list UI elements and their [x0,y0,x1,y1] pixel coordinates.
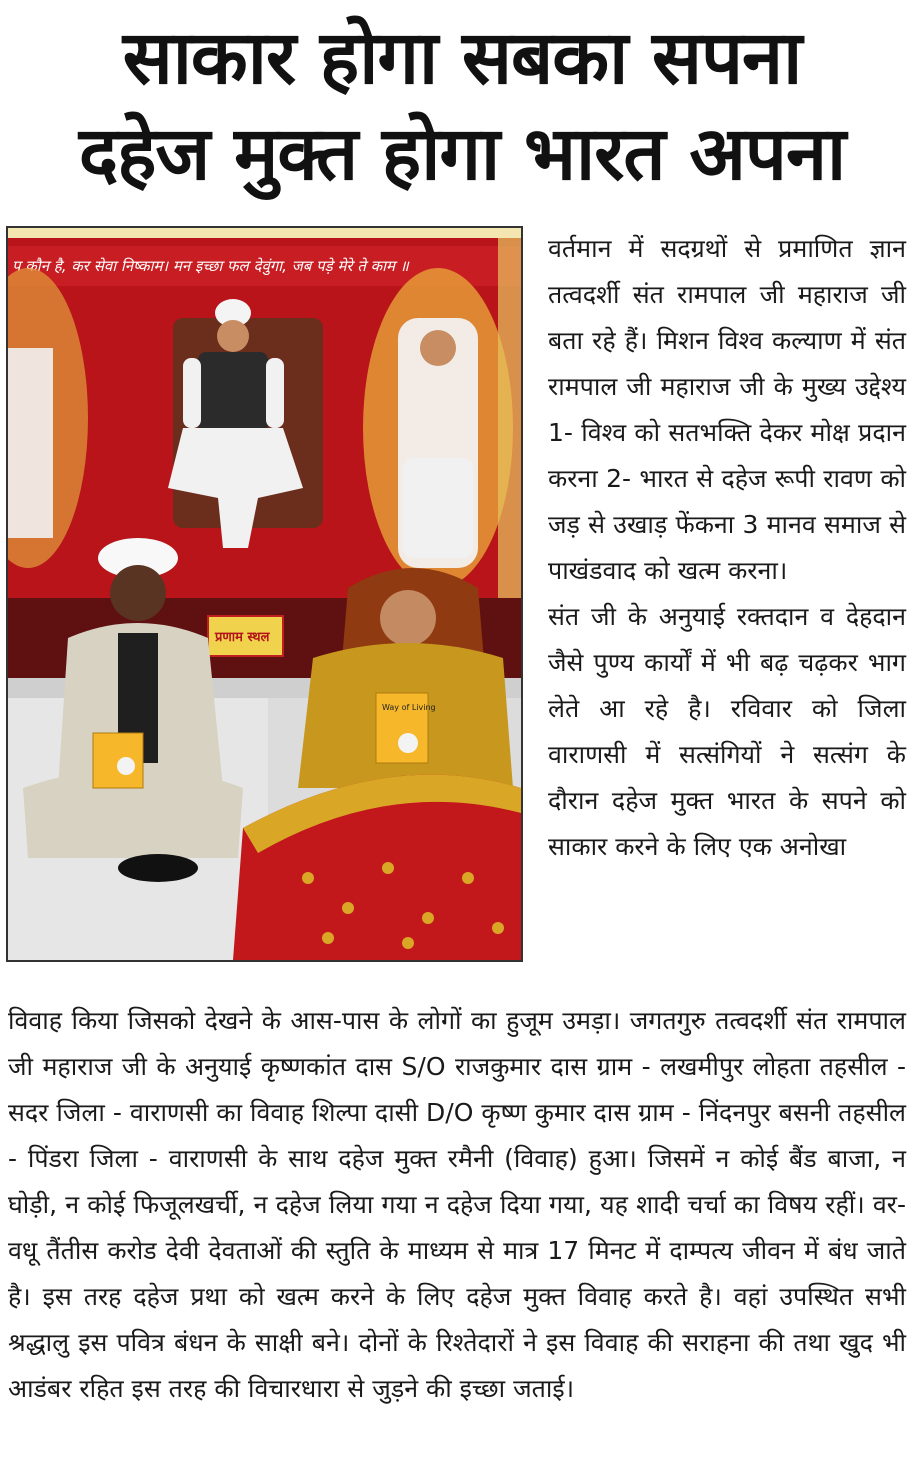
headline-line-1: साकार होगा सबका सपना [122,15,802,101]
article-column [548,226,906,870]
headline-line-2: दहेज मुक्त होगा भारत अपना [78,111,846,197]
news-photo [6,226,523,962]
article-paragraph: वर्तमान में सदग्रथों से प्रमाणित ज्ञान तत्वदर्शी संत रामपाल जी महाराज जी बता रहे हैं। मिशन विश्व कल्याण में संत रामपाल जी महाराज जी के मुख्य उद्देश्य 1- विश्व को सतभक्ति देकर मोक्ष प्रदान करना 2- भारत से दहेज रूपी रावण को जड़ से उखाड़ फेंकना 3 मानव समाज से पाखंडवाद को खत्म करना। [548,234,906,585]
article-full-width [8,998,906,1412]
article-paragraph: संत जी के अनुयाई रक्तदान व देहदान जैसे पुण्य कार्यों में भी बढ़ चढ़कर भाग लेते आ रहे है। रविवार को जिला वाराणसी में सत्संगियों ने सत्संग के दौरान दहेज मुक्त भारत के सपने को साकार करने के लिए एक अनोखा [548,602,906,861]
sign-text: प्रणाम स्थल [215,630,270,645]
black-vest-shape [198,352,268,432]
article-paragraph: विवाह किया जिसको देखने के आस-पास के लोगों का हुजूम उमड़ा। जगतगुरु तत्वदर्शी संत रामपाल जी महाराज जी के अनुयाई कृष्णकांत दास S/O राजकुमार दास ग्राम - लखमीपुर लोहता तहसील - सदर जिला - वाराणसी का विवाह शिल्पा दासी D/O कृष्ण कुमार दास ग्राम - निंदनपुर बसनी तहसील - पिंडरा जिला - वाराणसी के साथ दहेज मुक्त रमैनी (विवाह) हुआ। जिसमें न कोई बैंड बाजा, न घोड़ी, न कोई फिजूलखर्ची, न दहेज लिया गया न दहेज दिया गया, यह शादी चर्चा का विषय रहीं। वर-वधू तैंतीस करोड देवी देवताओं की स्तुति के माध्यम से मात्र 17 मिनट में दाम्पत्य जीवन में बंध जाते है। इस तरह दहेज प्रथा को खत्म करने के लिए दहेज मुक्त विवाह करते है। वहां उपस्थित सभी श्रद्धालु इस पवित्र बंधन के साक्षी बने। दोनों के रिश्तेदारों ने इस विवाह की सराहना की तथा खुद भी आडंबर रहित इस तरह की विचारधारा से जुड़ने की इच्छा जताई। [8,1006,906,1403]
book-title: Way of Living [382,703,436,712]
groom-book [93,733,143,788]
banner-text: प कौन है, कर सेवा निष्काम। मन इच्छा फल देवुंगा, जब पड़े मेरे ते काम ॥ [12,257,409,275]
